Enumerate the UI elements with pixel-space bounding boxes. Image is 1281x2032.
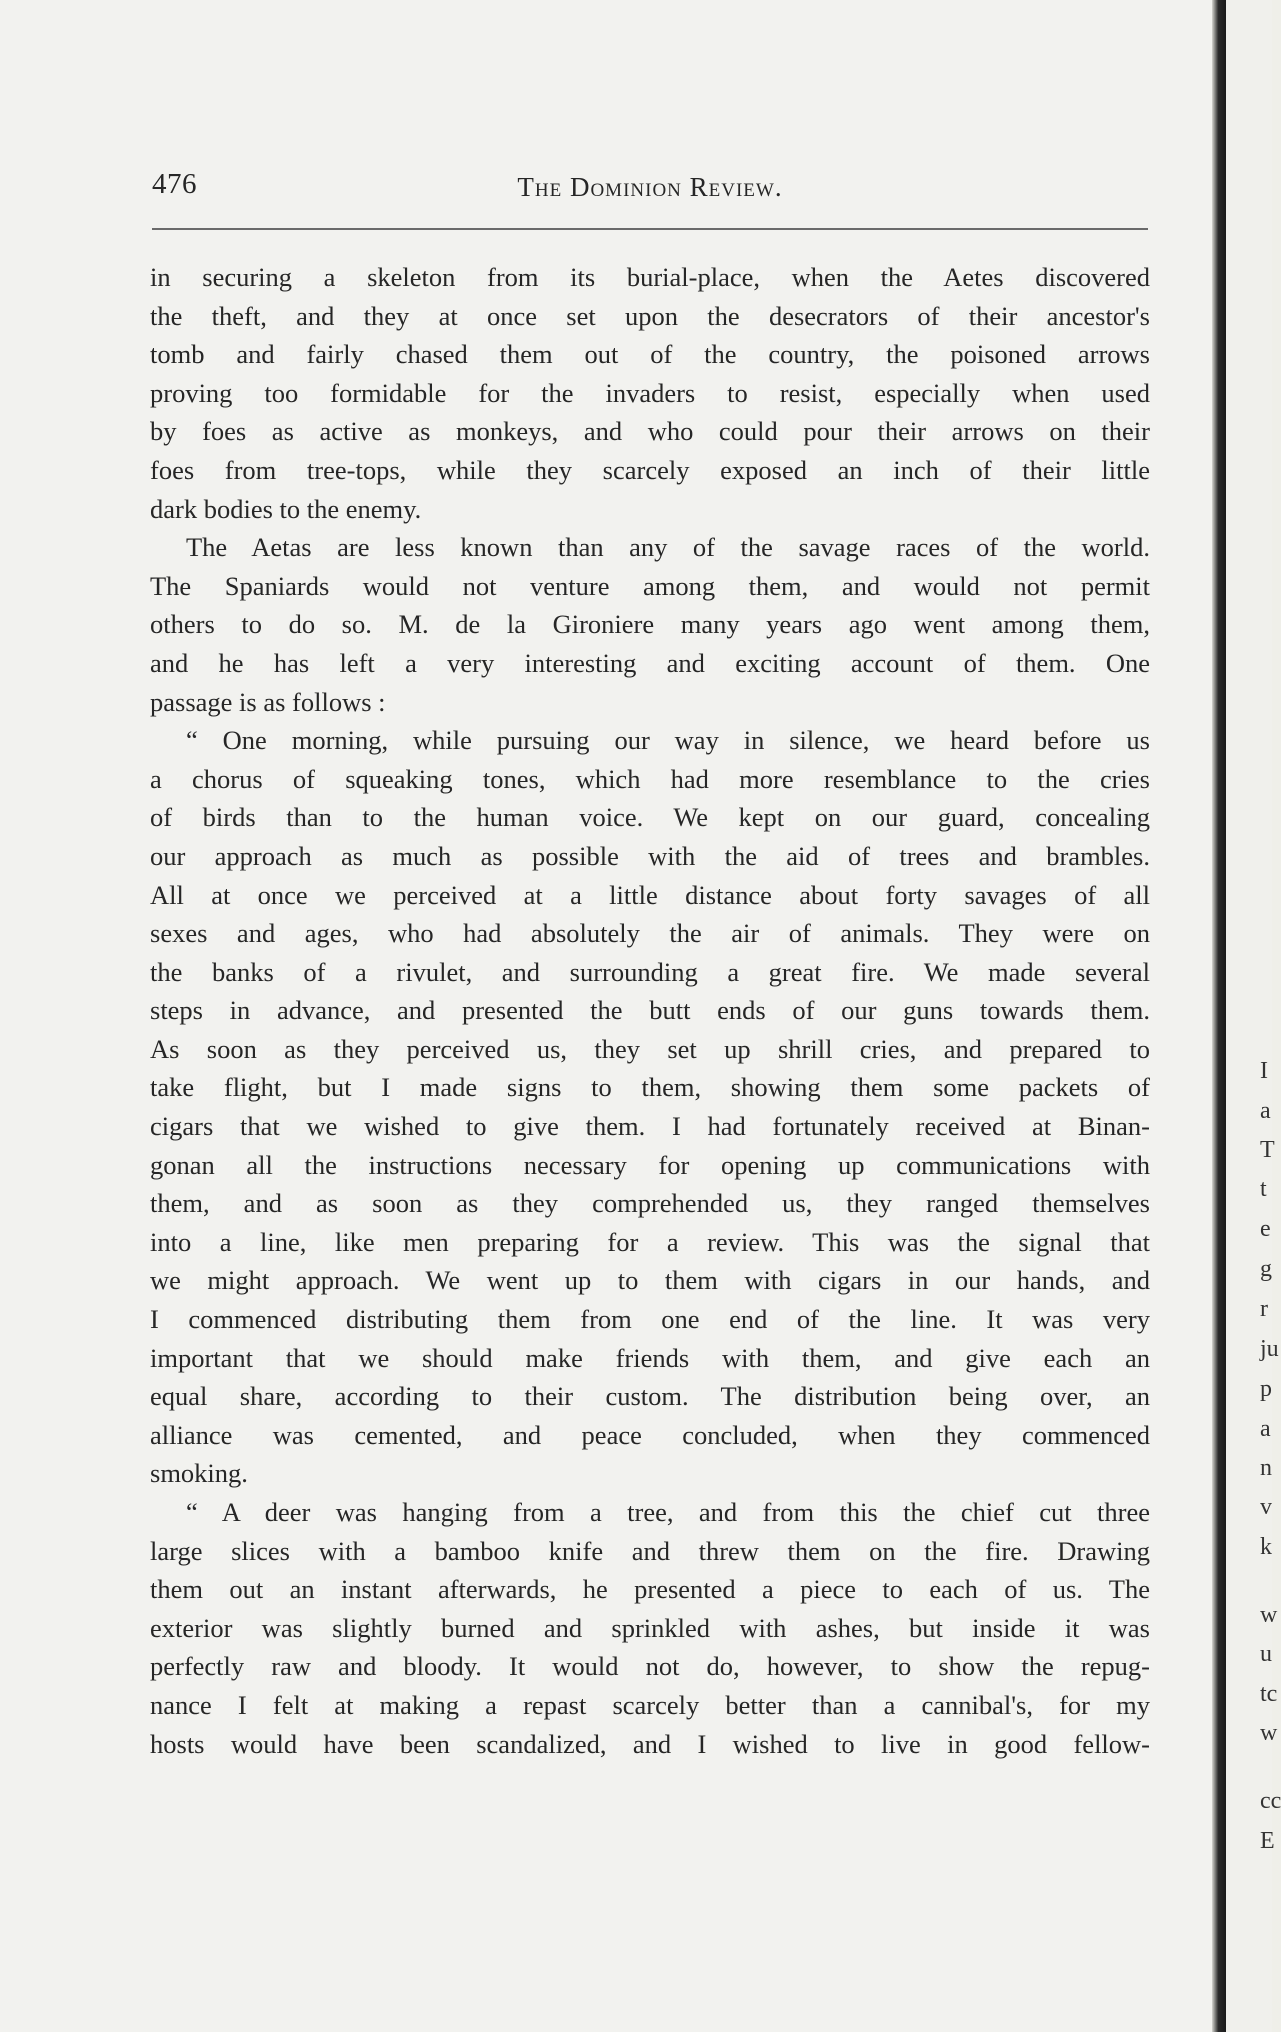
book-gutter	[1212, 0, 1226, 2032]
facing-page-fragment: T	[1260, 1137, 1275, 1163]
facing-page-fragment: ju	[1260, 1336, 1279, 1362]
text-line: exterior was slightly burned and sprinkled with ashes, but inside it was	[150, 1612, 1150, 1643]
text-line: the theft, and they at once set upon the desecrators of their ancestor's	[150, 300, 1150, 331]
text-line: sexes and ages, who had absolutely the air of animals. They were on	[150, 918, 1150, 949]
text-line: cigars that we wished to give them. I had fortunately received at Binan-	[150, 1111, 1150, 1142]
facing-page-fragment: a	[1260, 1416, 1271, 1442]
text-line: dark bodies to the enemy.	[150, 493, 422, 524]
text-line: them out an instant afterwards, he presented a piece to each of us. The	[150, 1574, 1150, 1605]
text-line: “ One morning, while pursuing our way in silence, we heard before us	[186, 725, 1150, 756]
text-line: we might approach. We went up to them with cigars in our hands, and	[150, 1265, 1150, 1296]
text-line: passage is as follows :	[150, 686, 386, 717]
text-line: nance I felt at making a repast scarcely better than a cannibal's, for my	[150, 1689, 1150, 1720]
text-line: into a line, like men preparing for a review. This was the signal that	[150, 1226, 1150, 1257]
text-line: in securing a skeleton from its burial-place, when the Aetes discovered	[150, 262, 1150, 292]
text-line: smoking.	[150, 1458, 248, 1489]
facing-page-fragment: a	[1260, 1098, 1271, 1124]
text-line: of birds than to the human voice. We kept on our guard, concealing	[150, 802, 1150, 833]
text-line: The Spaniards would not venture among them, and would not permit	[150, 570, 1150, 601]
text-line: steps in advance, and presented the butt ends of our guns towards them.	[150, 995, 1150, 1026]
text-line: by foes as active as monkeys, and who could pour their arrows on their	[150, 416, 1150, 447]
text-line: foes from tree-tops, while they scarcely exposed an inch of their little	[150, 454, 1150, 485]
text-line: gonan all the instructions necessary for opening up communications with	[150, 1149, 1150, 1180]
text-line: I commenced distributing them from one end of the line. It was very	[150, 1304, 1150, 1335]
text-line: “ A deer was hanging from a tree, and from this the chief cut three	[186, 1497, 1150, 1527]
header-rule	[152, 228, 1148, 230]
text-line: proving too formidable for the invaders to resist, especially when used	[150, 377, 1150, 408]
text-line: take flight, but I made signs to them, showing them some packets of	[150, 1072, 1150, 1103]
facing-page-fragment: E	[1260, 1828, 1275, 1854]
body-text	[150, 258, 1150, 1763]
facing-page-fragment: t	[1260, 1176, 1267, 1202]
facing-page-fragment: w	[1260, 1720, 1278, 1746]
text-line: equal share, according to their custom. The distribution being over, an	[150, 1381, 1150, 1412]
page-header	[152, 168, 1148, 218]
text-line: perfectly raw and bloody. It would not do, however, to show the repug-	[150, 1651, 1150, 1682]
text-line: large slices with a bamboo knife and threw them on the fire. Drawing	[150, 1535, 1150, 1566]
text-line: All at once we perceived at a little distance about forty savages of all	[150, 879, 1150, 910]
text-line: tomb and fairly chased them out of the country, the poisoned arrows	[150, 339, 1150, 370]
text-line: hosts would have been scandalized, and I wished to live in good fellow-	[150, 1728, 1150, 1759]
page-number: 476	[152, 168, 197, 200]
text-line: them, and as soon as they comprehended us, they ranged themselves	[150, 1188, 1150, 1219]
facing-page-fragment: u	[1260, 1641, 1272, 1667]
facing-page-fragment: p	[1260, 1376, 1272, 1402]
facing-page-fragment: k	[1260, 1534, 1272, 1560]
text-line: others to do so. M. de la Gironiere many years ago went among them,	[150, 609, 1150, 640]
text-line: our approach as much as possible with the aid of trees and brambles.	[150, 840, 1150, 871]
facing-page-fragment: I	[1260, 1058, 1268, 1084]
text-line: As soon as they perceived us, they set up shrill cries, and prepared to	[150, 1033, 1150, 1064]
text-line: important that we should make friends with them, and give each an	[150, 1342, 1150, 1373]
text-line: The Aetas are less known than any of the savage races of the world.	[186, 532, 1150, 563]
facing-page-fragment: r	[1260, 1296, 1268, 1322]
facing-page-fragment: w	[1260, 1602, 1278, 1628]
running-title: The Dominion Review.	[517, 172, 783, 202]
text-line: and he has left a very interesting and exciting account of them. One	[150, 647, 1150, 678]
text-line: a chorus of squeaking tones, which had more resemblance to the cries	[150, 763, 1150, 794]
facing-page-fragment: cc	[1260, 1788, 1281, 1814]
facing-page-fragment: e	[1260, 1216, 1271, 1242]
text-line: the banks of a rivulet, and surrounding a great fire. We made several	[150, 956, 1150, 987]
facing-page-fragment: n	[1260, 1455, 1272, 1481]
text-line: alliance was cemented, and peace concluded, when they commenced	[150, 1419, 1150, 1450]
facing-page-fragment: g	[1260, 1256, 1272, 1282]
facing-page-fragment: tc	[1260, 1681, 1278, 1707]
facing-page-edge	[1226, 0, 1281, 2032]
facing-page-fragment: v	[1260, 1494, 1272, 1520]
